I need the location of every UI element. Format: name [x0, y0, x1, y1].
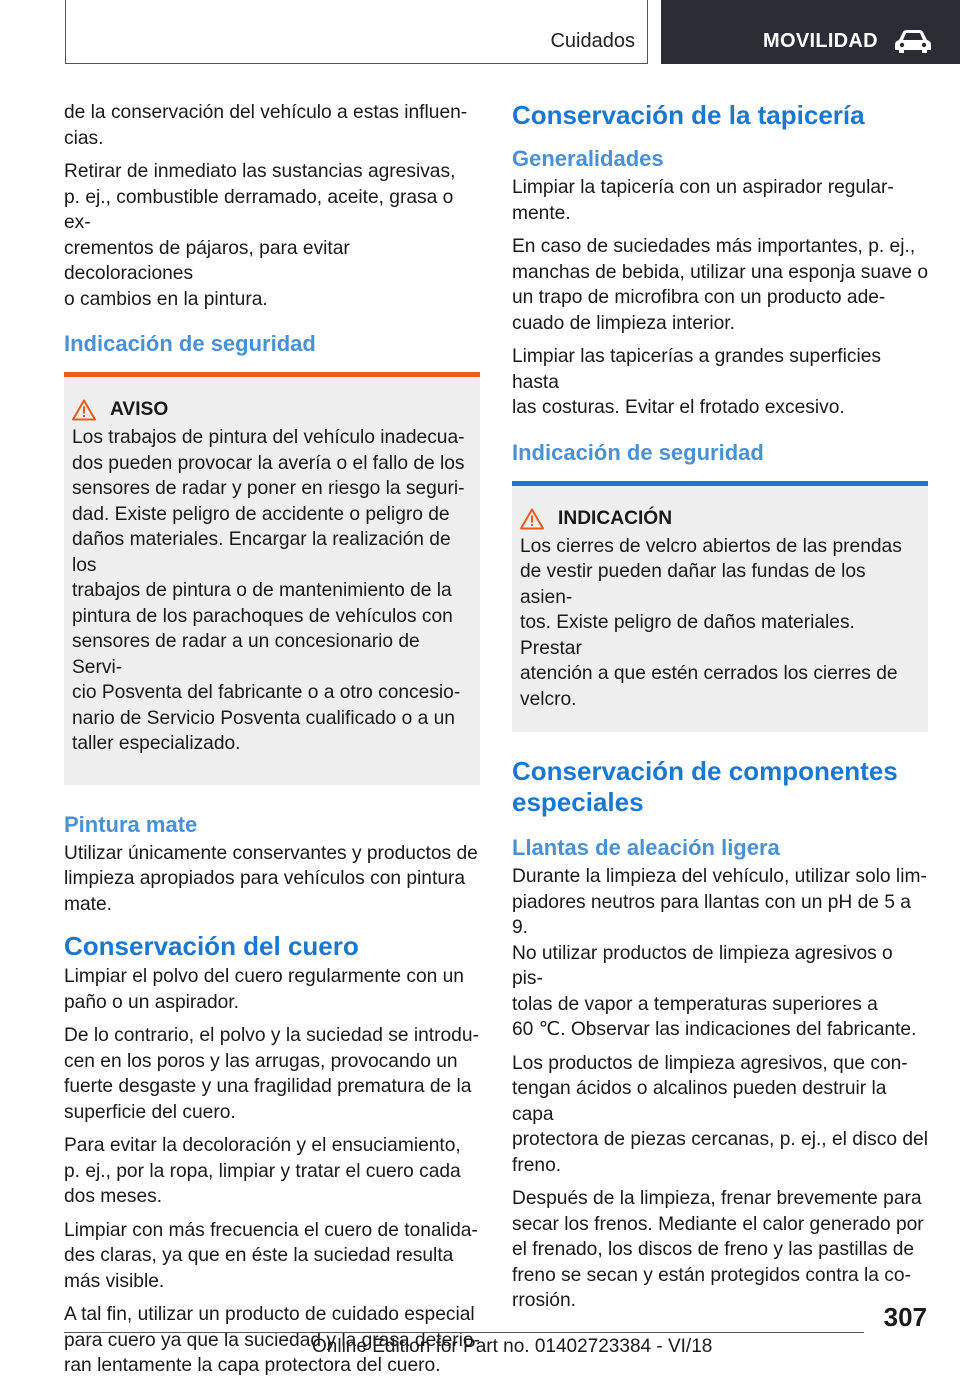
- upholstery-care-heading: Conservación de la tapicería: [512, 100, 865, 130]
- paragraph: Limpiar el polvo del cuero regularmente con un paño o un aspirador.: [64, 966, 464, 1013]
- paragraph: De lo contrario, el polvo y la suciedad se introdu- cen en los poros y las arrugas, provocando un fuerte desgaste y una fragilidad prematura de la superficie del cuero.: [64, 1025, 479, 1123]
- safety-heading: Indicación de seguridad: [64, 331, 316, 356]
- chapter-tab[interactable]: [661, 0, 960, 64]
- paragraph: Durante la limpieza del vehículo, utilizar solo lim- piadores neutros para llantas con un pH de 5 a 9. No utilizar productos de limpieza agresivos o pis- tolas de vapor a temperaturas superiores a 60 ℃. Observar las indicaciones del fabricante.: [512, 866, 927, 1040]
- car-icon: [893, 28, 933, 54]
- paragraph: Limpiar la tapicería con un aspirador regular- mente.: [512, 177, 894, 224]
- notice-title-text: INDICACIÓN: [558, 507, 673, 529]
- info-notice: [512, 481, 928, 733]
- chapter-tab-label: MOVILIDAD: [763, 30, 878, 52]
- general-heading: Generalidades: [512, 146, 664, 171]
- paragraph: A tal fin, utilizar un producto de cuidado especial para cuero ya que la suciedad y la grasa deterio- ran lentamente la capa protectora del cuero.: [64, 1304, 480, 1376]
- leather-care-heading: Conservación del cuero: [64, 931, 359, 961]
- matte-paint-heading: Pintura mate: [64, 811, 198, 837]
- warning-triangle-icon: [520, 508, 544, 530]
- special-components-heading: Conservación de componentes especiales: [512, 756, 898, 817]
- paragraph: Para evitar la decoloración y el ensuciamiento, p. ej., por la ropa, limpiar y tratar el cuero cada dos meses.: [64, 1135, 461, 1207]
- paragraph: En caso de suciedades más importantes, p. ej., manchas de bebida, utilizar una esponja suave o un trapo de microfibra con un producto ade- cuado de limpieza interior.: [512, 236, 929, 334]
- notice-title: [520, 508, 920, 530]
- paragraph: Los productos de limpieza agresivos, que con- tengan ácidos o alcalinos pueden destruir la capa protectora de piezas cercanas, p. ej., el disco del freno.: [512, 1052, 928, 1176]
- paragraph: Retirar de inmediato las sustancias agresivas, p. ej., combustible derramado, aceite, grasa o ex- crementos de pájaros, para evitar decoloraciones o cambios en la pintura.: [64, 161, 456, 310]
- right-column: [512, 100, 928, 1322]
- paragraph: Limpiar las tapicerías a grandes superficies hasta las costuras. Evitar el frotado excesivo.: [512, 346, 882, 418]
- edition-footer: Online Edition for Part no. 01402723384 - VI/18: [312, 1336, 713, 1357]
- warning-notice: [64, 372, 480, 785]
- footer-divider: [64, 1332, 864, 1333]
- paragraph: de la conservación del vehículo a estas influen- cias.: [64, 102, 468, 149]
- alloy-wheels-heading: Llantas de aleación ligera: [512, 835, 780, 860]
- paragraph: Utilizar únicamente conservantes y productos de limpieza apropiados para vehículos con pintura mate.: [64, 842, 478, 915]
- notice-title: [72, 399, 472, 421]
- page-number: 307: [883, 1302, 927, 1332]
- paragraph: Después de la limpieza, frenar brevemente para secar los frenos. Mediante el calor generado por el frenado, los discos de freno y las pastillas de freno se secan y están protegidos contra la co- rrosión.: [512, 1188, 924, 1311]
- warning-triangle-icon: [72, 399, 96, 421]
- notice-text: Los cierres de velcro abiertos de las prendas de vestir pueden dañar las fundas de los asien- tos. Existe peligro de daños materiales. Prestar atención a que estén cerrados los cierres de velcro.: [520, 535, 902, 710]
- section-title: Cuidados: [550, 30, 635, 52]
- safety-heading: Indicación de seguridad: [512, 439, 764, 465]
- paragraph: Limpiar con más frecuencia el cuero de tonalida- des claras, ya que en éste la suciedad resulta más visible.: [64, 1219, 478, 1292]
- notice-title-text: AVISO: [110, 399, 169, 420]
- left-column: [64, 100, 480, 1387]
- notice-text: Los trabajos de pintura del vehículo inadecua- dos pueden provocar la avería o el fallo de los sensores de radar y poner en riesgo la seguri- dad. Existe peligro de accidente o peligro de daños materiales. Encargar la realización de los trabajos de pintura o de mantenimiento de la pintura de los parachoques de vehículos con sensores de radar a un concesionario de Servi- cio Posventa del fabricante o a otro concesio- nario de Servicio Posventa cualificado o a un taller especializado.: [72, 427, 465, 754]
- header-section-box: [65, 0, 648, 64]
